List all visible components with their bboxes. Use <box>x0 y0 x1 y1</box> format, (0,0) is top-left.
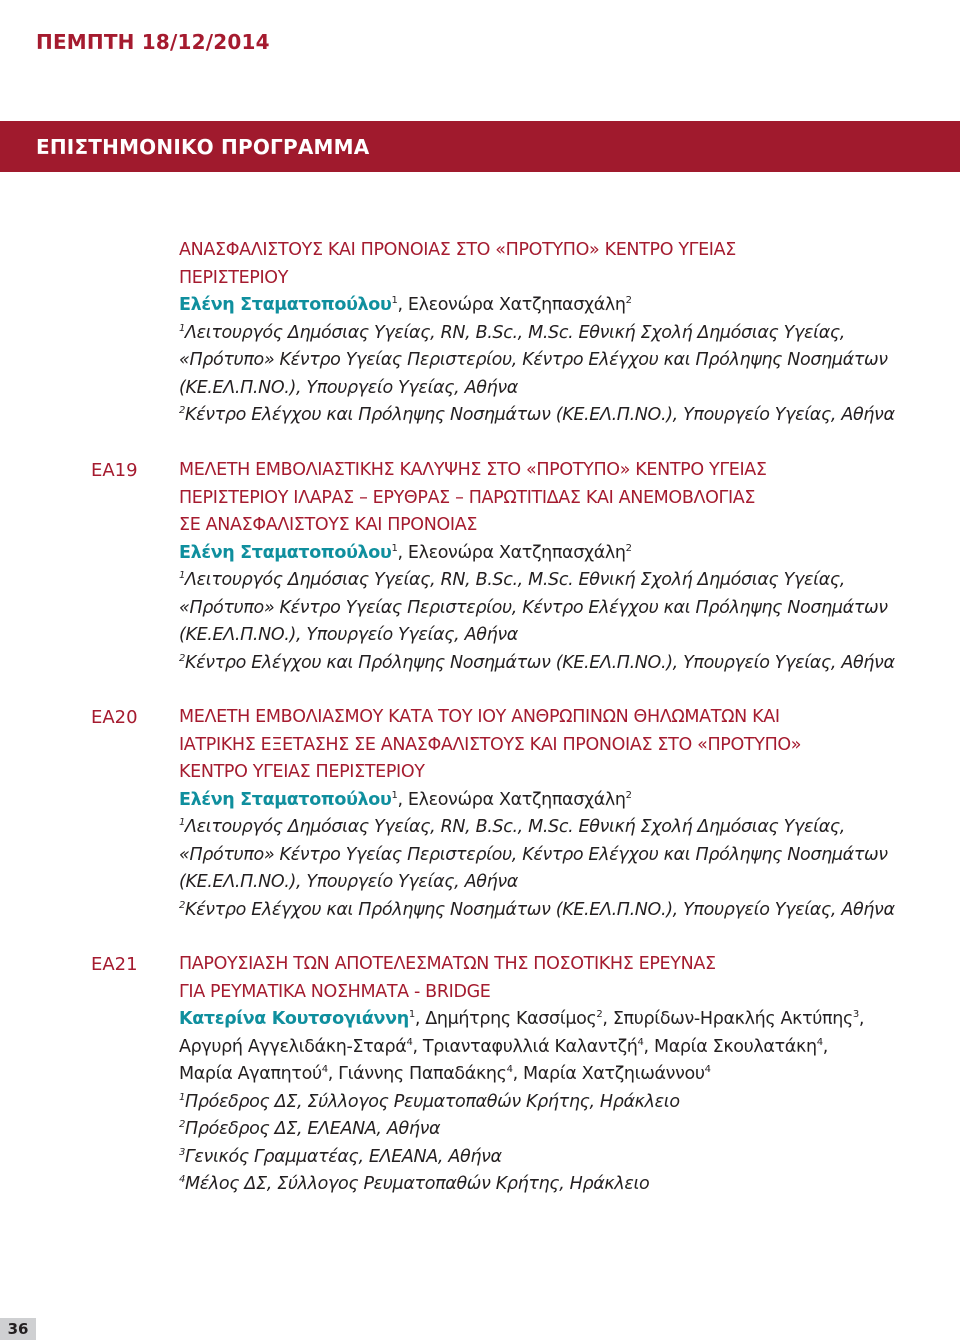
author-list <box>179 1061 939 1089</box>
author-separator: , <box>858 1009 865 1029</box>
abstract-title-line: ΜΕΛΕΤΗ ΕΜΒΟΛΙΑΣΤΙΚΗΣ ΚΑΛΥΨΗΣ ΣΤΟ «ΠΡΟΤΥΠΟ» ΚΕΝΤΡΟ ΥΓΕΙΑΣ <box>179 460 767 480</box>
abstract-code: ΕΑ21 <box>91 954 138 975</box>
abstract-title-line: ΑΝΑΣΦΑΛΙΣΤΟΥΣ ΚΑΙ ΠΡΟΝΟΙΑΣ ΣΤΟ «ΠΡΟΤΥΠΟ» ΚΕΝΤΡΟ ΥΓΕΙΑΣ <box>179 240 736 260</box>
affiliation-text: Κέντρο Ελέγχου και Πρόληψης Νοσημάτων (ΚΕ.ΕΛ.Π.ΝΟ.), Υπουργείο Υγείας, Αθήνα <box>185 405 895 425</box>
abstract-title-line: ΠΑΡΟΥΣΙΑΣΗ ΤΩΝ ΑΠΟΤΕΛΕΣΜΑΤΩΝ ΤΗΣ ΠΟΣΟΤΙΚΗΣ ΕΡΕΥΝΑΣ <box>179 954 716 974</box>
affiliation-mark: 1 <box>179 322 186 334</box>
abstract-title-line: ΠΕΡΙΣΤΕΡΙΟΥ <box>179 267 289 288</box>
affiliation-text: (ΚΕ.ΕΛ.Π.ΝΟ.), Υπουργείο Υγείας, Αθήνα <box>179 377 518 398</box>
affiliation-line <box>179 320 939 348</box>
coauthor: , Σπυρίδων-Ηρακλής Ακτύπης <box>602 1009 853 1029</box>
affiliation-line <box>179 567 939 595</box>
coauthor: Αργυρή Αγγελιδάκη-Σταρά <box>179 1036 407 1057</box>
affiliation-line <box>179 1171 939 1199</box>
presenting-author: Ελένη Σταματοπούλου <box>179 542 392 563</box>
affiliation-text: «Πρότυπο» Κέντρο Υγείας Περιστερίου, Κέντρο Ελέγχου και Πρόληψης Νοσημάτων <box>179 597 888 618</box>
affiliation-text: Λειτουργός Δημόσιας Υγείας, RN, B.Sc., M.Sc. Εθνική Σχολή Δημόσιας Υγείας, <box>185 570 846 590</box>
affiliation-line <box>179 897 939 925</box>
abstract-title-line: ΣΕ ΑΝΑΣΦΑΛΙΣΤΟΥΣ ΚΑΙ ΠΡΟΝΟΙΑΣ <box>179 515 478 535</box>
affiliation-text: (ΚΕ.ΕΛ.Π.ΝΟ.), Υπουργείο Υγείας, Αθήνα <box>179 625 518 645</box>
abstract-title-line: ΓΙΑ ΡΕΥΜΑΤΙΚΑ ΝΟΣΗΜΑΤΑ - BRIDGE <box>179 981 491 1002</box>
coauthor: , Μαρία Χατζηιωάννου <box>512 1064 705 1084</box>
author-list <box>179 540 939 568</box>
affiliation-mark: 4 <box>179 1174 186 1186</box>
author-list <box>179 787 939 815</box>
author-list <box>179 1034 939 1062</box>
coauthors: , Ελεονώρα Χατζηπασχάλη <box>397 789 626 810</box>
section-banner <box>0 121 960 172</box>
affiliation-line <box>179 869 939 897</box>
affiliation-line <box>179 595 939 623</box>
affiliation-text: Γενικός Γραμματέας, ΕΛΕΑΝΑ, Αθήνα <box>185 1146 502 1167</box>
coauthor: , Τριανταφυλλιά Καλαντζή <box>412 1036 638 1057</box>
abstract-title-line: ΠΕΡΙΣΤΕΡΙΟΥ ΙΛΑΡΑΣ – ΕΡΥΘΡΑΣ – ΠΑΡΩΤΙΤΙΔΑΣ ΚΑΙ ΑΝΕΜΟΒΛΟΓΙΑΣ <box>179 487 756 508</box>
affiliation-line <box>179 842 939 870</box>
affiliation-line <box>179 814 939 842</box>
affiliation-line <box>179 402 939 430</box>
abstract-content <box>179 457 939 677</box>
affiliation-mark: 2 <box>179 405 186 417</box>
coauthor: , Δημήτρης Κασσίμος <box>414 1009 597 1029</box>
affiliation-mark: 1 <box>179 817 186 829</box>
abstract-content <box>179 237 939 430</box>
presenter-affiliation-mark: 1 <box>391 789 398 801</box>
affiliation-mark: 2 <box>179 652 186 664</box>
author-list <box>179 292 939 320</box>
page-number: 36 <box>0 1318 36 1340</box>
affiliation-line <box>179 650 939 678</box>
affiliation-line <box>179 1116 939 1144</box>
abstract-title-line: ΜΕΛΕΤΗ ΕΜΒΟΛΙΑΣΜΟΥ ΚΑΤΑ ΤΟΥ ΙΟΥ ΑΝΘΡΩΠΙΝΩΝ ΘΗΛΩΜΑΤΩΝ ΚΑΙ <box>179 707 780 727</box>
coauthor-affiliation-mark: 2 <box>625 542 632 554</box>
affiliation-mark: 3 <box>179 1146 186 1158</box>
coauthor: , Μαρία Σκουλατάκη <box>643 1036 817 1057</box>
affiliation-line <box>179 622 939 650</box>
coauthor-affiliation-mark: 4 <box>506 1064 513 1076</box>
coauthor-affiliation-mark: 4 <box>704 1064 711 1076</box>
affiliation-text: Πρόεδρος ΔΣ, Σύλλογος Ρευματοπαθών Κρήτης, Ηράκλειο <box>185 1091 680 1112</box>
coauthor-affiliation-mark: 3 <box>852 1009 859 1021</box>
affiliation-text: «Πρότυπο» Κέντρο Υγείας Περιστερίου, Κέντρο Ελέγχου και Πρόληψης Νοσημάτων <box>179 350 888 370</box>
presenting-author: Ελένη Σταματοπούλου <box>179 295 392 315</box>
affiliation-mark: 1 <box>179 570 186 582</box>
coauthor-affiliation-mark: 4 <box>816 1036 823 1048</box>
coauthor-affiliation-mark: 2 <box>625 295 632 307</box>
affiliation-line <box>179 1089 939 1117</box>
coauthors: , Ελεονώρα Χατζηπασχάλη <box>397 295 626 315</box>
affiliation-text: (ΚΕ.ΕΛ.Π.ΝΟ.), Υπουργείο Υγείας, Αθήνα <box>179 872 518 892</box>
presenter-affiliation-mark: 1 <box>391 542 398 554</box>
affiliation-text: Πρόεδρος ΔΣ, ΕΛΕΑΝΑ, Αθήνα <box>185 1119 441 1139</box>
coauthor-affiliation-mark: 2 <box>625 789 632 801</box>
presenter-affiliation-mark: 1 <box>391 295 398 307</box>
affiliation-line <box>179 1144 939 1172</box>
coauthor-affiliation-mark: 4 <box>637 1036 644 1048</box>
abstract-title-line: ΚΕΝΤΡΟ ΥΓΕΙΑΣ ΠΕΡΙΣΤΕΡΙΟΥ <box>179 762 425 782</box>
presenting-author: Ελένη Σταματοπούλου <box>179 789 392 810</box>
abstract-code: ΕΑ19 <box>91 460 138 481</box>
affiliation-text: Λειτουργός Δημόσιας Υγείας, RN, B.Sc., M.Sc. Εθνική Σχολή Δημόσιας Υγείας, <box>185 322 846 343</box>
coauthor: Μαρία Αγαπητού <box>179 1064 322 1084</box>
affiliation-text: Κέντρο Ελέγχου και Πρόληψης Νοσημάτων (ΚΕ.ΕΛ.Π.ΝΟ.), Υπουργείο Υγείας, Αθήνα <box>185 899 895 920</box>
coauthor-affiliation-mark: 2 <box>596 1009 603 1021</box>
affiliation-text: Μέλος ΔΣ, Σύλλογος Ρευματοπαθών Κρήτης, Ηράκλειο <box>185 1174 650 1194</box>
coauthor-affiliation-mark: 4 <box>321 1064 328 1076</box>
coauthor: , Γιάννης Παπαδάκης <box>327 1064 507 1084</box>
presenter-affiliation-mark: 1 <box>408 1009 415 1021</box>
affiliation-mark: 2 <box>179 899 186 911</box>
affiliation-line <box>179 375 939 403</box>
affiliation-text: «Πρότυπο» Κέντρο Υγείας Περιστερίου, Κέντρο Ελέγχου και Πρόληψης Νοσημάτων <box>179 844 888 865</box>
coauthors: , Ελεονώρα Χατζηπασχάλη <box>397 542 626 563</box>
affiliation-text: Λειτουργός Δημόσιας Υγείας, RN, B.Sc., M.Sc. Εθνική Σχολή Δημόσιας Υγείας, <box>185 817 846 837</box>
section-title: ΕΠΙΣΤΗΜΟΝΙΚΟ ΠΡΟΓΡΑΜΜΑ <box>36 135 370 159</box>
author-separator: , <box>822 1036 828 1057</box>
page-date: ΠΕΜΠΤΗ 18/12/2014 <box>36 30 270 54</box>
abstract-title-line: ΙΑΤΡΙΚΗΣ ΕΞΕΤΑΣΗΣ ΣΕ ΑΝΑΣΦΑΛΙΣΤΟΥΣ ΚΑΙ ΠΡΟΝΟΙΑΣ ΣΤΟ «ΠΡΟΤΥΠΟ» <box>179 734 802 755</box>
affiliation-mark: 1 <box>179 1091 186 1103</box>
presenting-author: Κατερίνα Κουτσογιάννη <box>179 1009 409 1029</box>
abstract-content <box>179 704 939 924</box>
abstract-content <box>179 951 939 1199</box>
affiliation-mark: 2 <box>179 1119 186 1131</box>
affiliation-text: Κέντρο Ελέγχου και Πρόληψης Νοσημάτων (ΚΕ.ΕΛ.Π.ΝΟ.), Υπουργείο Υγείας, Αθήνα <box>185 652 895 673</box>
affiliation-line <box>179 347 939 375</box>
coauthor-affiliation-mark: 4 <box>406 1036 413 1048</box>
abstract-code: ΕΑ20 <box>91 707 138 728</box>
author-list <box>179 1006 939 1034</box>
